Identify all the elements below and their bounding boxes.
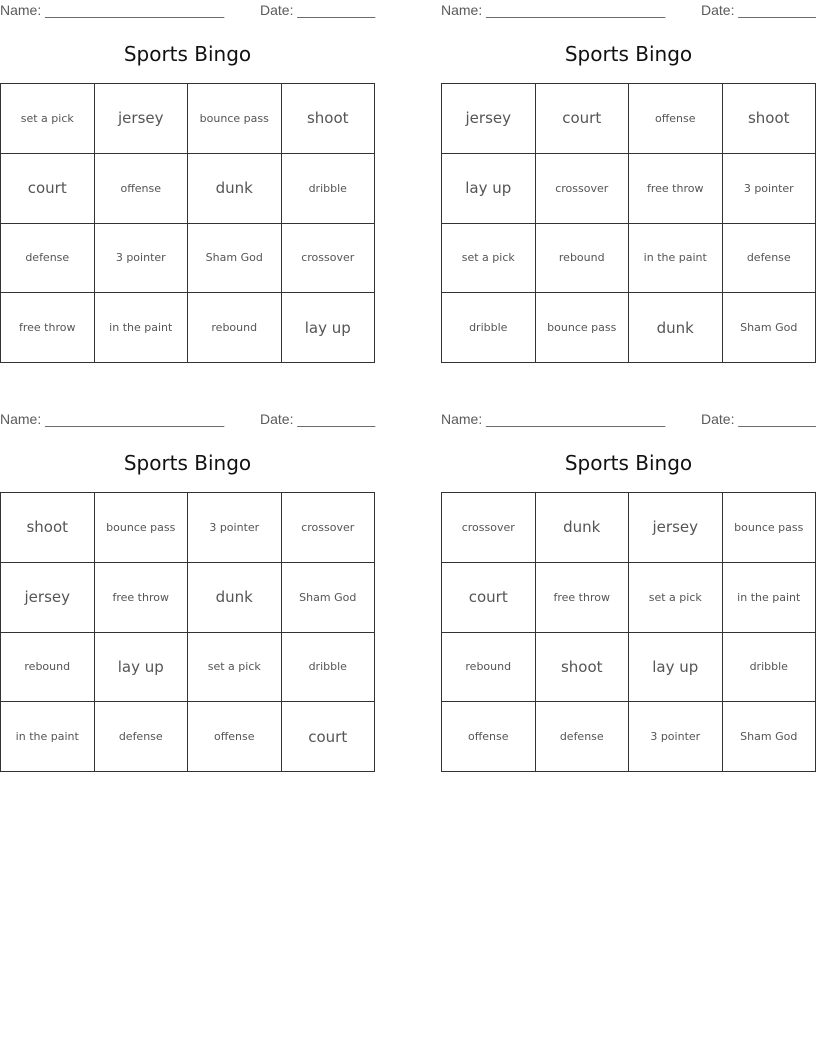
bingo-grid	[441, 83, 816, 363]
name-date-row	[441, 2, 816, 20]
bingo-cell: offense	[629, 84, 723, 154]
bingo-cell: bounce pass	[188, 84, 282, 154]
bingo-cell: jersey	[95, 84, 189, 154]
bingo-cell: rebound	[536, 224, 630, 294]
bingo-cell: free throw	[1, 293, 95, 363]
name-date-row	[0, 2, 376, 20]
bingo-cell: defense	[95, 702, 189, 772]
bingo-grid	[441, 492, 816, 772]
bingo-cell: shoot	[536, 633, 630, 703]
bingo-cell: jersey	[442, 84, 536, 154]
bingo-cell: in the paint	[629, 224, 723, 294]
bingo-cell: defense	[536, 702, 630, 772]
bingo-cell: dunk	[536, 493, 630, 563]
name-date-row	[0, 411, 376, 429]
date-line: Date: __________	[701, 411, 816, 427]
bingo-cell: Sham God	[188, 224, 282, 294]
bingo-card-1	[0, 0, 375, 380]
bingo-cell: dribble	[442, 293, 536, 363]
card-title: Sports Bingo	[564, 451, 693, 475]
bingo-cell: in the paint	[723, 563, 816, 633]
bingo-cell: bounce pass	[536, 293, 630, 363]
bingo-cell: dribble	[282, 633, 376, 703]
bingo-card-4	[441, 409, 816, 789]
bingo-cell: shoot	[282, 84, 376, 154]
date-line: Date: __________	[701, 2, 816, 18]
bingo-cell: set a pick	[188, 633, 282, 703]
bingo-cell: dribble	[723, 633, 816, 703]
name-line: Name: _______________________	[441, 411, 666, 427]
bingo-cell: rebound	[442, 633, 536, 703]
bingo-cell: defense	[723, 224, 816, 294]
bingo-grid	[0, 83, 375, 363]
bingo-cell: dunk	[188, 563, 282, 633]
bingo-card-3	[0, 409, 375, 789]
bingo-cell: rebound	[1, 633, 95, 703]
bingo-cell: defense	[1, 224, 95, 294]
name-line: Name: _______________________	[0, 411, 225, 427]
bingo-cell: offense	[188, 702, 282, 772]
bingo-cell: set a pick	[1, 84, 95, 154]
bingo-cell: court	[536, 84, 630, 154]
bingo-cell: Sham God	[282, 563, 376, 633]
bingo-cell: jersey	[1, 563, 95, 633]
bingo-cell: jersey	[629, 493, 723, 563]
bingo-cell: court	[442, 563, 536, 633]
bingo-cell: lay up	[629, 633, 723, 703]
bingo-card-2	[441, 0, 816, 380]
card-title: Sports Bingo	[123, 42, 252, 66]
name-date-row	[441, 411, 816, 429]
bingo-cell: lay up	[282, 293, 376, 363]
bingo-cell: 3 pointer	[723, 154, 816, 224]
bingo-cell: dribble	[282, 154, 376, 224]
bingo-cell: lay up	[442, 154, 536, 224]
bingo-grid	[0, 492, 375, 772]
bingo-cell: in the paint	[95, 293, 189, 363]
bingo-cell: bounce pass	[95, 493, 189, 563]
card-title: Sports Bingo	[564, 42, 693, 66]
bingo-cell: rebound	[188, 293, 282, 363]
bingo-cell: in the paint	[1, 702, 95, 772]
bingo-cell: 3 pointer	[95, 224, 189, 294]
bingo-cell: lay up	[95, 633, 189, 703]
bingo-cell: 3 pointer	[629, 702, 723, 772]
bingo-cell: shoot	[1, 493, 95, 563]
bingo-cell: offense	[95, 154, 189, 224]
bingo-cell: crossover	[282, 224, 376, 294]
bingo-cell: dunk	[188, 154, 282, 224]
bingo-cell: court	[1, 154, 95, 224]
bingo-cell: free throw	[95, 563, 189, 633]
bingo-cell: 3 pointer	[188, 493, 282, 563]
name-line: Name: _______________________	[0, 2, 225, 18]
bingo-cell: crossover	[282, 493, 376, 563]
bingo-cell: Sham God	[723, 293, 816, 363]
bingo-cell: Sham God	[723, 702, 816, 772]
date-line: Date: __________	[260, 411, 376, 427]
date-line: Date: __________	[260, 2, 376, 18]
bingo-cell: court	[282, 702, 376, 772]
name-line: Name: _______________________	[441, 2, 666, 18]
bingo-cell: crossover	[536, 154, 630, 224]
bingo-cell: offense	[442, 702, 536, 772]
bingo-cell: free throw	[536, 563, 630, 633]
bingo-cell: set a pick	[442, 224, 536, 294]
bingo-cell: bounce pass	[723, 493, 816, 563]
bingo-cell: set a pick	[629, 563, 723, 633]
bingo-cell: free throw	[629, 154, 723, 224]
bingo-cell: crossover	[442, 493, 536, 563]
bingo-cell: shoot	[723, 84, 816, 154]
card-title: Sports Bingo	[123, 451, 252, 475]
bingo-cell: dunk	[629, 293, 723, 363]
